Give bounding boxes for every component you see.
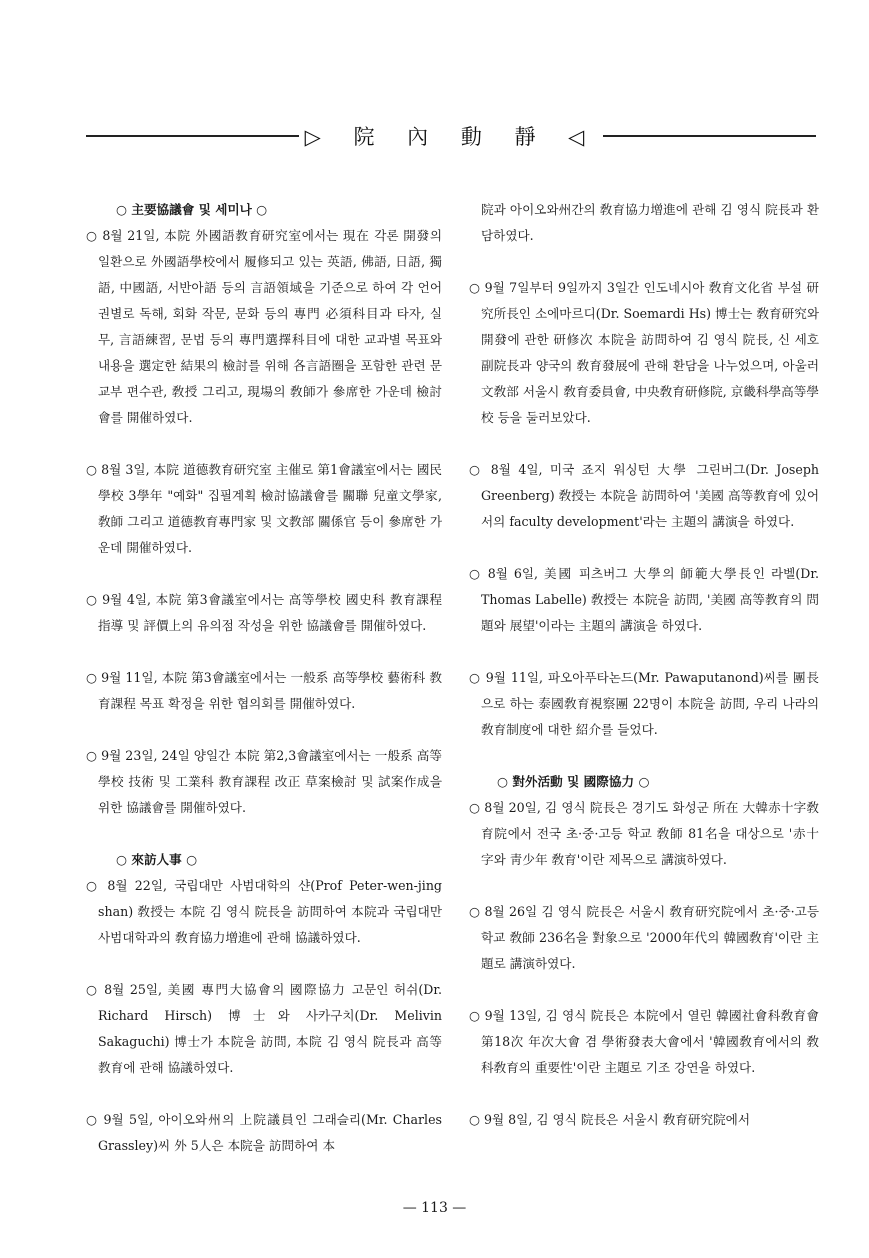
- header-rule-right: [603, 135, 816, 137]
- news-entry: ○ 8월 6일, 美國 피츠버그 大學의 師範大學長인 라벨(Dr. Thomas Labelle) 敎授는 本院을 訪問, '美國 高等教育의 問題와 展望'이라는 主題의 講演을 하였다.: [469, 566, 819, 633]
- news-entry: ○ 9월 4일, 本院 第3會議室에서는 高等學校 國史科 教育課程 指導 및 評價上의 유의점 작성을 위한 協議會를 開催하였다.: [86, 592, 442, 633]
- page-number: — 113 —: [402, 1200, 467, 1216]
- news-entry: ○ 9월 11일, 本院 第3會議室에서는 一般系 高等學校 藝術科 教育課程 목표 확정을 위한 협의회를 開催하였다.: [86, 670, 442, 711]
- section-heading-seminars: ○ 主要協議會 및 세미나 ○: [116, 202, 268, 217]
- section-heading-visitors: ○ 來訪人事 ○: [116, 852, 198, 867]
- news-entry: ○ 8월 21일, 本院 外國語教育研究室에서는 現在 각론 開發의 일환으로 外國語學校에서 履修되고 있는 英語, 佛語, 日語, 獨語, 中國語, 서반아語 등의 言語領域을 기준으로 하여 각 언어권별로 독해, 회화 작문, 문화 등의 專門 必須科目과 타자, 실무, 言語練習, 문법 등의 專門選擇科目에 대한 교과별 목표와 내용을 選定한 結果의 檢討를 위해 各言語圈을 포함한 관련 문교부 편수관, 敎授 그리고, 現場의 敎師가 參席한 가운데 檢討會를 開催하였다.: [86, 228, 442, 425]
- news-entry: ○ 9월 11일, 파오아푸타논드(Mr. Pawaputanond)씨를 團長으로 하는 泰國敎育視察團 22명이 本院을 訪問, 우리 나라의 敎育制度에 대한 紹介를 들었다.: [469, 670, 819, 737]
- left-column: [86, 197, 442, 1185]
- news-entry: ○ 8월 26일 김 영식 院長은 서울시 敎育研究院에서 초·중·고등 학교 敎師 236名을 對象으로 '2000年代의 韓國敎育'이란 主題로 講演하였다.: [469, 904, 819, 971]
- page-header: [86, 122, 816, 150]
- news-entry: ○ 9월 13일, 김 영식 院長은 本院에서 열린 韓國社會科敎育會 第18次 年次大會 겸 學術發表大會에서 '韓國敎育에서의 敎科敎育의 重要性'이란 主題로 기조 강연을 하였다.: [469, 1008, 819, 1075]
- header-title: ▷ 院 內 動 靜 ◁: [304, 125, 598, 149]
- news-entry: ○ 9월 5일, 아이오와州의 上院議員인 그래슬리(Mr. Charles Grassley)씨 外 5人은 本院을 訪問하여 本: [86, 1112, 442, 1153]
- news-entry: ○ 8월 3일, 本院 道德教育研究室 主催로 第1會議室에서는 國民學校 3學年 "예화" 집필계획 檢討協議會를 關聯 兒童文學家, 敎師 그리고 道德教育專門家 및 文教部 關係官 등이 參席한 가운데 開催하였다.: [86, 462, 442, 555]
- news-entry: ○ 9월 7일부터 9일까지 3일간 인도네시아 敎育文化省 부설 研究所長인 소에마르디(Dr. Soemardi Hs) 博士는 敎育研究와 開發에 관한 研修次 本院을 訪問하여 김 영식 院長, 신 세호 副院長과 양국의 敎育發展에 관해 환담을 나누었으며, 아울러 文敎部 서울시 敎育委員會, 中央敎育研修院, 京畿科學高等學校 등을 둘러보았다.: [469, 280, 819, 425]
- news-entry: ○ 9월 23일, 24일 양일간 本院 第2,3會議室에서는 一般系 高等學校 技術 및 工業科 教育課程 改正 草案檢討 및 試案作成을 위한 協議會를 開催하였다.: [86, 748, 442, 815]
- continued-entry: 院과 아이오와州간의 敎育協力增進에 관해 김 영식 院長과 환담하였다.: [481, 202, 819, 243]
- right-column: [469, 197, 819, 1159]
- header-rule-left: [86, 135, 299, 137]
- news-entry: ○ 8월 20일, 김 영식 院長은 경기도 화성군 所在 大韓赤十字敎育院에서 전국 초·중·고등 학교 敎師 81名을 대상으로 '赤十字와 靑少年 敎育'이란 제목으로 講演하였다.: [469, 800, 819, 867]
- news-entry: ○ 8월 22일, 국립대만 사범대학의 샨(Prof Peter-wen-jing shan) 敎授는 本院 김 영식 院長을 訪問하여 本院과 국립대만 사범대학과의 敎育協力增進에 관해 協議하였다.: [86, 878, 442, 945]
- news-entry: ○ 8월 25일, 美國 專門大協會의 國際協力 고문인 허쉬(Dr. Richard Hirsch) 博士와 사카구치(Dr. Melivin Sakaguchi) 博士가 本院을 訪問, 本院 김 영식 院長과 高等教育에 관해 協議하였다.: [86, 982, 442, 1075]
- news-entry: ○ 9월 8일, 김 영식 院長은 서울시 敎育研究院에서: [469, 1112, 751, 1127]
- news-entry: ○ 8월 4일, 미국 죠지 워싱턴 大學 그린버그(Dr. Joseph Greenberg) 敎授는 本院을 訪問하여 '美國 高等教育에 있어서의 faculty development'라는 主題의 講演을 하였다.: [469, 462, 819, 529]
- section-heading-external-activities: ○ 對外活動 및 國際協力 ○: [497, 774, 650, 789]
